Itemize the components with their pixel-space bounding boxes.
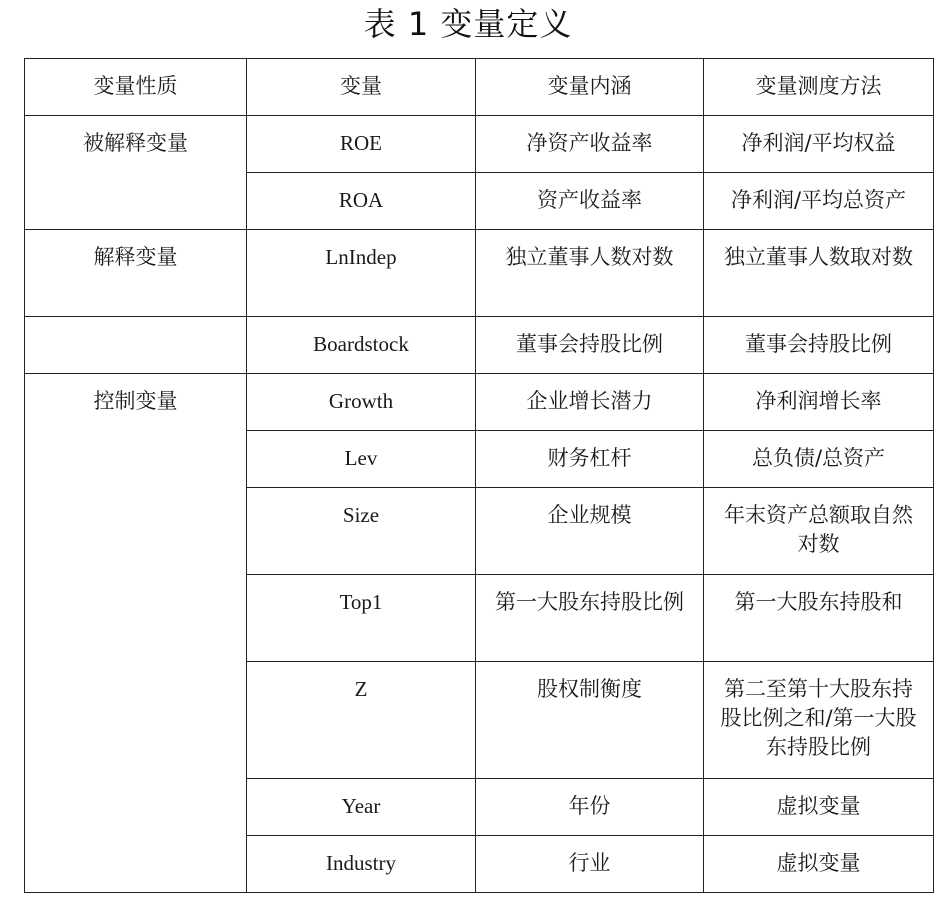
header-cell-meaning: 变量内涵 [476,59,704,116]
table-title: 表 1 变量定义 [363,5,573,43]
measure-cell: 第二至第十大股东持股比例之和/第一大股东持股比例 [704,662,934,779]
variable-cell: ROE [247,116,476,173]
meaning-cell: 资产收益率 [476,173,704,230]
category-cell: 解释变量 [25,230,247,317]
measure-cell: 虚拟变量 [704,836,934,893]
measure-cell: 净利润增长率 [704,374,934,431]
variable-cell: Year [247,779,476,836]
measure-cell: 第一大股东持股和 [704,575,934,662]
measure-cell: 独立董事人数取对数 [704,230,934,317]
measure-cell: 虚拟变量 [704,779,934,836]
measure-cell: 净利润/平均总资产 [704,173,934,230]
table-row [25,317,934,374]
variable-cell: Z [247,662,476,779]
variable-cell: Growth [247,374,476,431]
measure-cell: 总负债/总资产 [704,431,934,488]
meaning-cell: 第一大股东持股比例 [476,575,704,662]
variable-cell: Industry [247,836,476,893]
category-cell: 控制变量 [25,374,247,893]
variable-cell: Boardstock [247,317,476,374]
header-cell-nature: 变量性质 [25,59,247,116]
variable-definition-table [24,58,934,893]
variable-cell: Top1 [247,575,476,662]
measure-cell: 净利润/平均权益 [704,116,934,173]
variable-cell: LnIndep [247,230,476,317]
meaning-cell: 独立董事人数对数 [476,230,704,317]
variable-cell: ROA [247,173,476,230]
category-cell: 被解释变量 [25,116,247,230]
header-cell-measure: 变量测度方法 [704,59,934,116]
meaning-cell: 企业增长潜力 [476,374,704,431]
table-row [25,230,934,317]
meaning-cell: 股权制衡度 [476,662,704,779]
measure-cell: 年末资产总额取自然对数 [704,488,934,575]
meaning-cell: 企业规模 [476,488,704,575]
measure-cell: 董事会持股比例 [704,317,934,374]
meaning-cell: 净资产收益率 [476,116,704,173]
table-row [25,374,934,431]
meaning-cell: 行业 [476,836,704,893]
variable-cell: Size [247,488,476,575]
meaning-cell: 董事会持股比例 [476,317,704,374]
table-header-row [25,59,934,116]
category-cell [25,317,247,374]
variable-cell: Lev [247,431,476,488]
header-cell-variable: 变量 [247,59,476,116]
meaning-cell: 年份 [476,779,704,836]
table-row [25,116,934,173]
meaning-cell: 财务杠杆 [476,431,704,488]
